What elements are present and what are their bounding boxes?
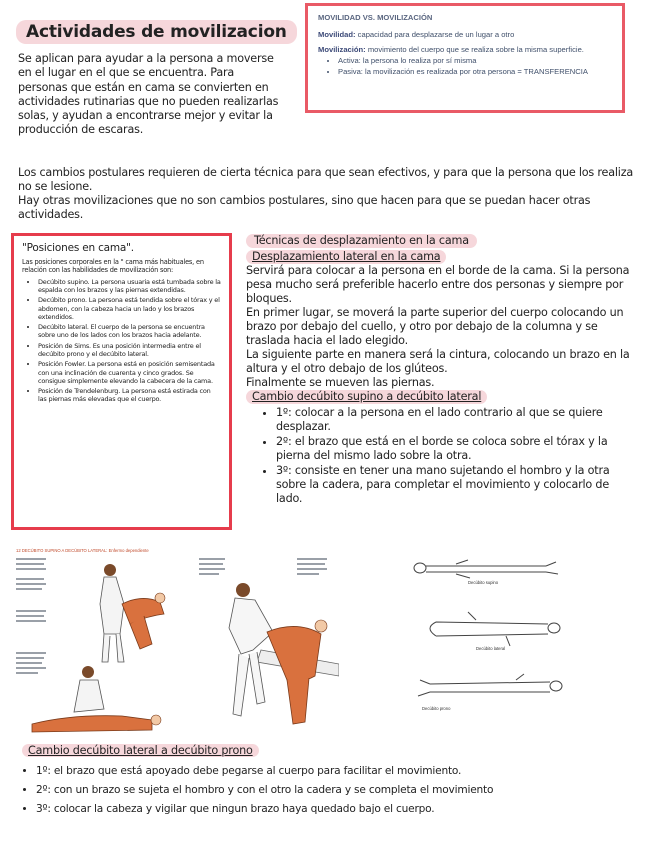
lateral-prono-heading: Cambio decúbito lateral a decúbito prono [22,744,259,757]
movilizacion-types [318,55,612,77]
step-item: • 2º: el brazo que está en el borde se coloca sobre el tórax y la pierna del mismo lado sobre la otra. [276,435,636,463]
intro-paragraph: Se aplican para ayudar a la persona a moverse en el lugar en el que se encuentra. Para personas que están en cama se convierten en actividades rutinarias que no pueden realizarlas solas, y ayudan a encontrarse mejor y evitar la producción de escaras. [18,52,279,137]
posiciones-list [22,278,221,404]
cambios-paragraph: Hay otras movilizaciones que no son cambios postulares, sino que hacen para que se puedan hacer otras actividades. [18,194,591,221]
patient-figure-top [122,593,165,649]
caregiver-figure-top [100,564,124,662]
lateral-figure [430,612,560,646]
movilizacion-definition [318,44,612,55]
supine-figure [414,560,558,578]
cambios-section [18,166,638,222]
step-item: • 1º: el brazo que está apoyado debe pegarse al cuerpo para facilitar el movimiento. [36,762,596,781]
supino-lateral-heading: Cambio decúbito supino a decúbito lateral [246,390,487,404]
step-item: • 3º: consiste en tener una mano sujetando el hombro y la otra sobre la cadera, para completar el movimiento y colocarlo de lado. [276,464,636,506]
movilidad-definition [318,29,612,40]
step-item: • 3º: colocar la cabeza y vigilar que ningun brazo haya quedado bajo el cuerpo. [36,800,596,819]
patient-figure-bottom [32,715,161,732]
movilidad-box-heading: MOVILIDAD VS. MOVILIZACIÓN [318,13,433,22]
movilizacion-label: Movilización: [318,45,366,54]
turning-patient-illustration [197,554,339,736]
step-item: • 1º: colocar a la persona en el lado contrario al que se quiere desplazar. [276,406,636,434]
movilizacion-text: movimiento del cuerpo que se realiza sobre la misma superficie. [367,45,584,54]
posicion-item: • Decúbito lateral. El cuerpo de la persona se encuentra sobre uno de los lados con los brazos hacia adelante. [38,323,221,339]
movilizacion-type-item: • Activa: la persona lo realiza por sí misma [338,55,612,66]
lateral-label: Decúbito lateral [476,646,506,651]
cambios-paragraph: Los cambios postulares requieren de cierta técnica para que sean efectivos, y para que la persona que los realiza no se lesione. [18,166,634,193]
tecnicas-paragraph: En primer lugar, se moverá la parte superior del cuerpo colocando un brazo por debajo del cuello, y otro por debajo de la columna y se traslada hacia el lado elegido. [246,306,624,347]
movilizacion-type-item: • Pasiva: la movilización es realizada por otra persona = TRANSFERENCIA [338,66,612,77]
posiciones-title: "Posiciones en cama". [22,242,134,254]
movilidad-label: Movilidad: [318,30,356,39]
tecnicas-heading: Técnicas de desplazamiento en la cama [246,234,477,248]
supino-lateral-steps [246,406,636,506]
lateral-prono-steps [22,762,596,819]
posicion-item: • Decúbito prono. La persona está tendida sobre el tórax y el abdomen, con la cabeza hacia un lado y los brazos extendidos. [38,296,221,321]
posicion-item: • Posición de Trendelenburg. La persona está estirada con las piernas más elevadas que el cuerpo. [38,387,221,403]
posicion-item: • Posición Fowler. La persona está en posición semisentada con una inclinación de cuarenta y cinco grados. Se consigue simplemente elevando la cabecera de la cama. [38,360,221,385]
prone-label: Decúbito prono [422,706,451,711]
caregiver-figure [229,583,273,716]
tecnicas-paragraph: Finalmente se mueven las piernas. [246,376,435,389]
tecnicas-section [246,234,636,507]
tecnicas-paragraph: Servirá para colocar a la persona en el borde de la cama. Si la persona pesa mucho será preferible hacerlo entre dos personas y siempre por bloques. [246,264,630,305]
fig1-heading: 12 DECÚBITO SUPINO A DECÚBITO LATERAL: Enfermo dependiente [16,548,149,553]
desplazamiento-lateral-heading: Desplazamiento lateral en la cama [246,250,446,264]
caregiver-figure-bottom [74,666,104,712]
posicion-item: • Posición de Sims. Es una posición intermedia entre el decúbito prono y el decúbito lateral. [38,342,221,358]
posiciones-intro: Las posiciones corporales en la " cama más habituales, en relación con las habilidades de movilización son: [22,258,204,275]
page-title: Actividades de movilizacion [16,20,297,44]
posicion-item: • Decúbito supino. La persona usuaria está tumbada sobre la espalda con los brazos y las piernas extendidas. [38,278,221,294]
supine-label: Decúbito supino [468,580,499,585]
posiciones-box [11,233,232,530]
prone-figure [418,674,562,696]
lying-positions-illustration [406,552,572,718]
step-item: • 2º: con un brazo se sujeta el hombro y con el otro la cadera y se completa el movimiento [36,781,596,800]
movilidad-text: capacidad para desplazarse de un lugar a otro [357,30,515,39]
tecnicas-paragraph: La siguiente parte en manera será la cintura, colocando un brazo en la altura y el otro debajo de los glúteos. [246,348,630,375]
movilidad-box [305,3,625,113]
supino-lateral-illustration [12,544,175,738]
